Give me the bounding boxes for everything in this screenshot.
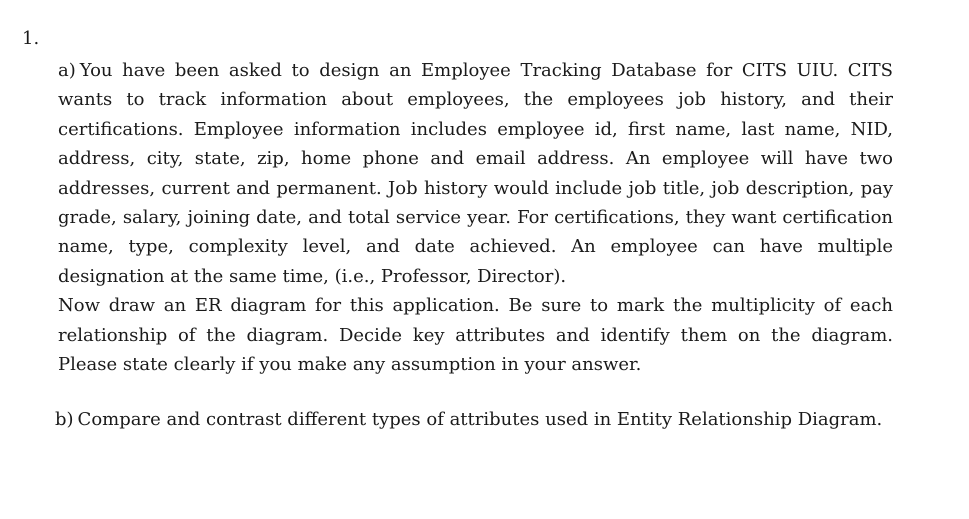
question-number: 1. <box>22 28 40 49</box>
part-b-label: b) <box>55 409 74 430</box>
part-b-text: Compare and contrast different types of attributes used in Entity Relationship Diagram. <box>77 409 883 430</box>
part-a-paragraph-2: Now draw an ER diagram for this application. Be sure to mark the multiplicity of each relationship of the diagram. Decide key attributes and identify them on the diagram. Please state clearly if you make any assumption in your answer. <box>58 295 893 376</box>
question-part-a <box>58 56 893 379</box>
part-a-paragraph-1 <box>58 56 893 291</box>
part-a-label: a) <box>58 60 76 81</box>
part-a-text-1: You have been asked to design an Employee Tracking Database for CITS UIU. CITS wants to track information about employees, the employees job history, and their certifications. Employee information includes employee id, first name, last name, NID, address, city, state, zip, home phone and email address. An employee will have two addresses, current and permanent. Job history would include job title, job description, pay grade, salary, joining date, and total service year. For certifications, they want certification name, type, complexity level, and date achieved. An employee can have multiple designation at the same time, (i.e., Professor, Director). <box>58 60 893 287</box>
question-part-b <box>55 405 935 434</box>
